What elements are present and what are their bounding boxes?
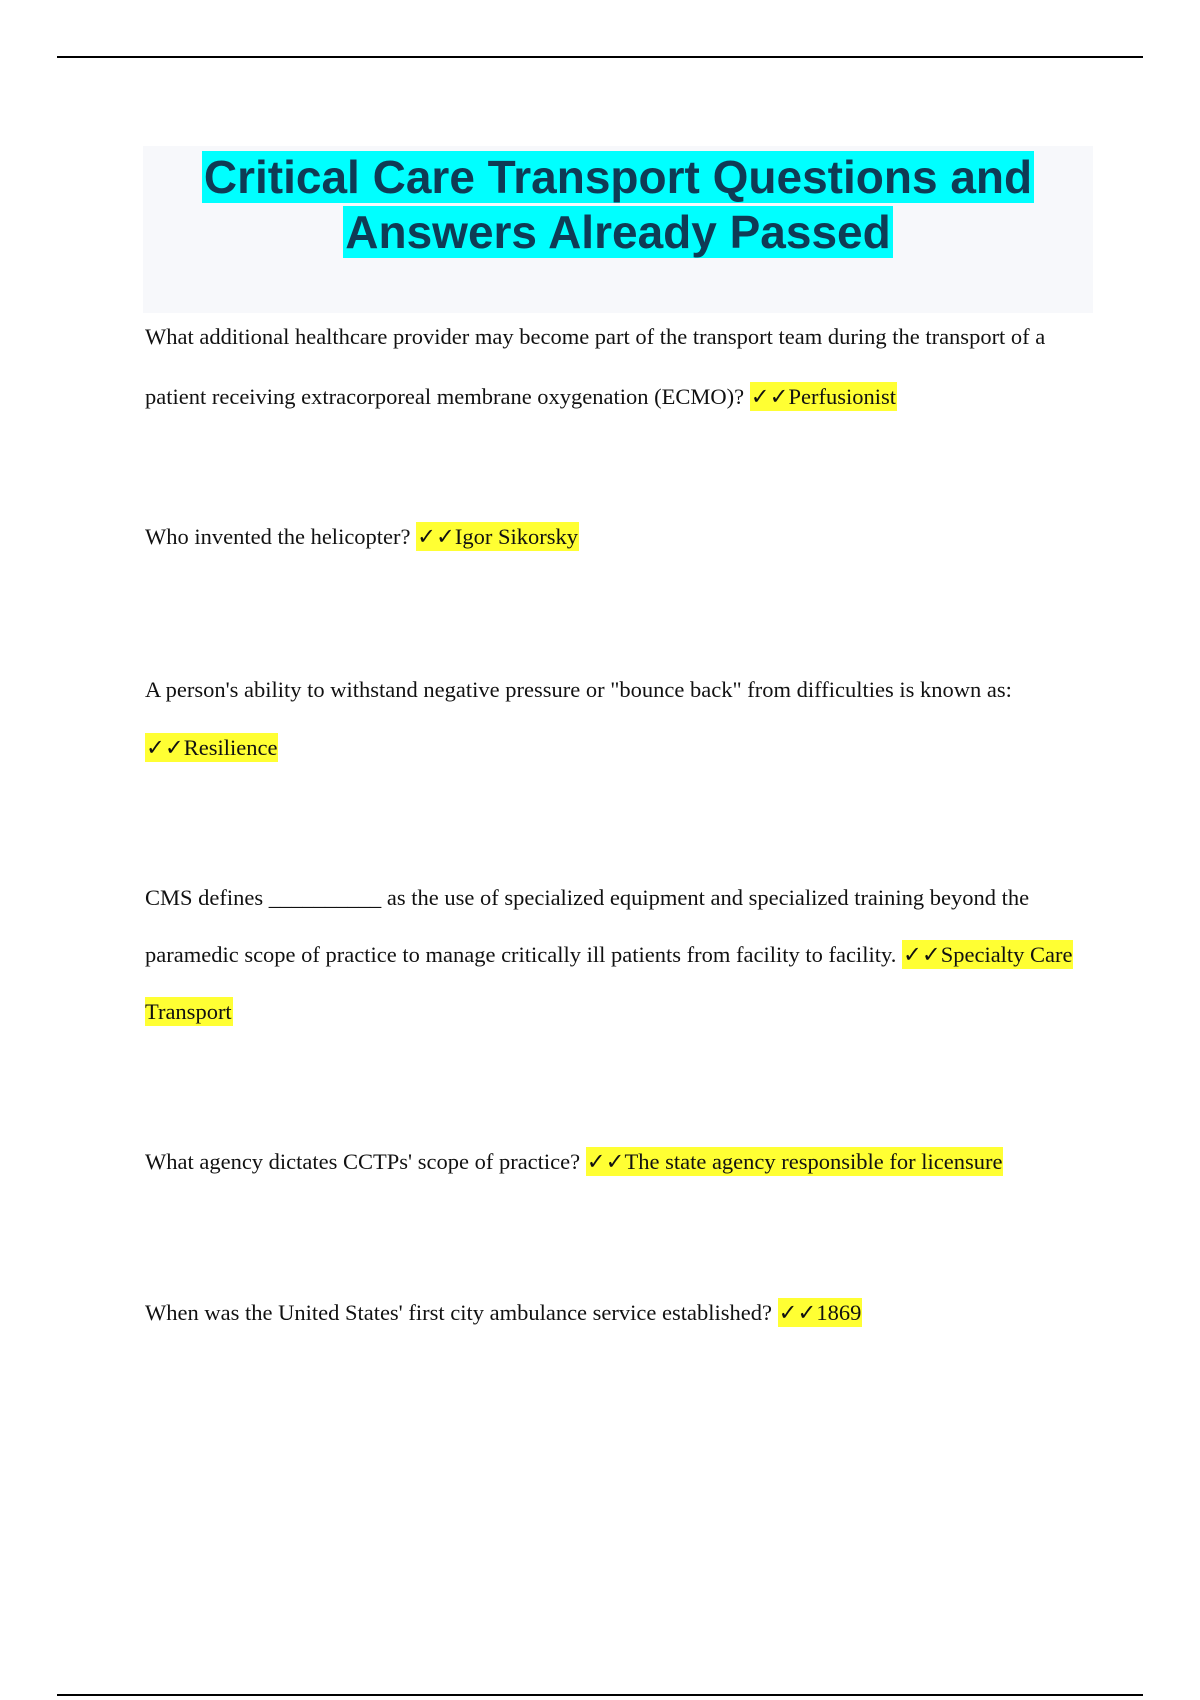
question-6: When was the United States' first city ambulance service established? [145, 1300, 772, 1325]
check-marks-icon: ✓✓ [146, 735, 184, 760]
qa-item-4 [145, 869, 1085, 1040]
answer-6 [778, 1298, 863, 1327]
answer-1-text: Perfusionist [788, 384, 896, 409]
title-block [143, 146, 1093, 313]
answer-5 [586, 1147, 1004, 1176]
qa-item-5 [145, 1138, 1085, 1186]
answer-2 [416, 522, 579, 551]
document-title [143, 146, 1093, 260]
title-line-1: Critical Care Transport Questions and [203, 151, 1033, 203]
qa-item-1 [145, 307, 1085, 427]
answer-3-text: Resilience [183, 735, 278, 760]
header-rule [57, 56, 1143, 58]
question-2: Who invented the helicopter? [145, 524, 411, 549]
check-marks-icon: ✓✓ [778, 1300, 817, 1325]
answer-4-text: Specialty Care Transport [145, 942, 1073, 1024]
footer-rule [57, 1694, 1143, 1696]
check-marks-icon: ✓✓ [417, 524, 455, 549]
question-4: CMS defines __________ as the use of specialized equipment and specialized training beyond the paramedic scope of practice to manage critically ill patients from facility to facility. [145, 885, 1030, 967]
answer-6-text: 1869 [816, 1300, 862, 1325]
answer-1 [750, 382, 897, 411]
question-3: A person's ability to withstand negative pressure or "bounce back" from difficulties is known as: [145, 677, 1012, 702]
title-line-2: Answers Already Passed [345, 206, 891, 258]
question-5: What agency dictates CCTPs' scope of practice? [145, 1149, 581, 1174]
qa-item-6 [145, 1289, 1085, 1337]
qa-item-2 [145, 513, 1085, 561]
answer-3 [145, 733, 278, 762]
check-marks-icon: ✓✓ [902, 942, 941, 967]
answer-5-text: The state agency responsible for licensure [624, 1149, 1003, 1174]
qa-item-3 [145, 661, 1085, 777]
question-1: What additional healthcare provider may become part of the transport team during the transport of a patient receiving extracorporeal membrane oxygenation (ECMO)? [145, 324, 1046, 409]
check-marks-icon: ✓✓ [586, 1149, 625, 1174]
answer-2-text: Igor Sikorsky [454, 524, 578, 549]
check-marks-icon: ✓✓ [750, 384, 789, 409]
